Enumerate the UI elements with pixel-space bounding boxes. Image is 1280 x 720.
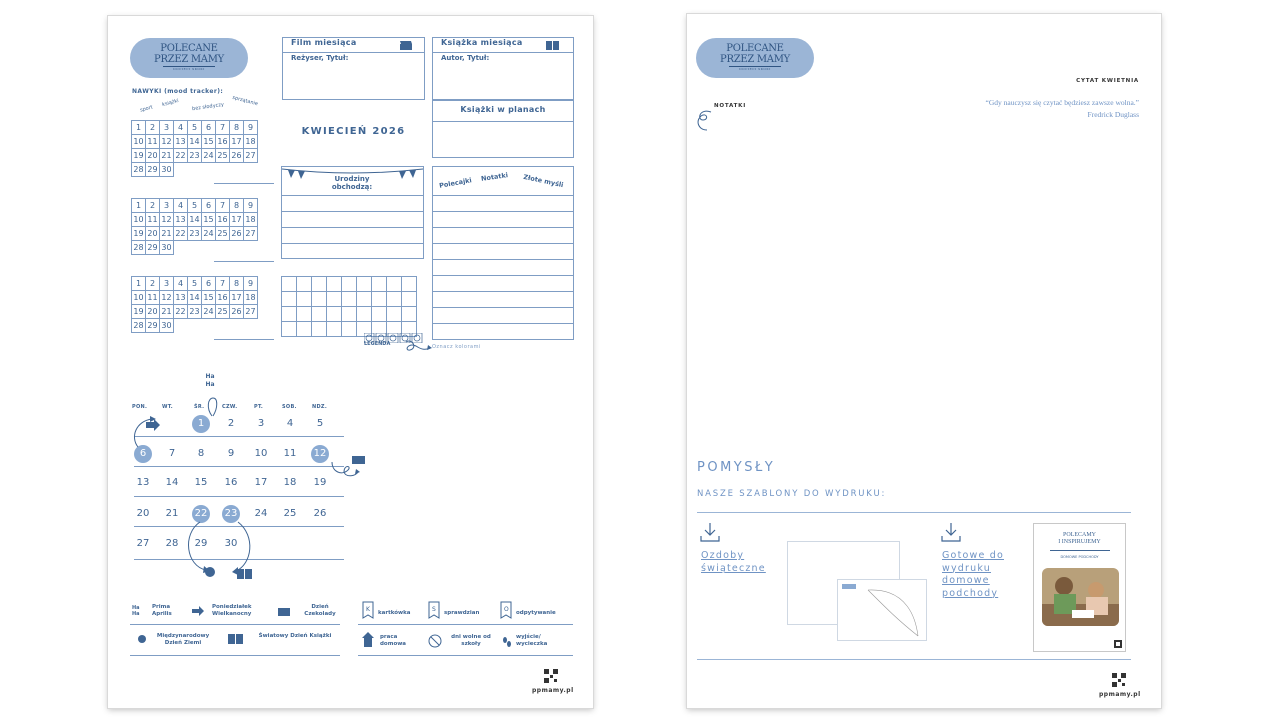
mood-cell[interactable] (402, 292, 417, 307)
calendar-day[interactable]: 12 (311, 445, 329, 463)
mood-cell[interactable] (282, 307, 297, 322)
habit-cell[interactable]: 8 (230, 277, 244, 291)
notes-box (432, 166, 574, 340)
calendar-day[interactable]: 2 (227, 418, 235, 429)
habit-cell[interactable]: 1 (132, 277, 146, 291)
habit-cell[interactable]: 7 (216, 121, 230, 135)
habit-cell[interactable]: 16 (216, 135, 230, 149)
calendar-day[interactable]: 5 (316, 418, 324, 429)
calendar-day[interactable]: 29 (194, 538, 208, 549)
habit-col-1: sport (139, 104, 154, 114)
month-title: KWIECIEŃ 2026 (301, 126, 406, 137)
link-hunt-line3[interactable]: domowe (942, 575, 990, 586)
book-sub: Autor, Tytuł: (441, 54, 490, 62)
school-homework: praca domowa (380, 634, 407, 647)
chocolate-legend-icon (278, 608, 290, 616)
logo2-line1: POLECANE (726, 43, 784, 54)
habit-cell[interactable]: 8 (230, 121, 244, 135)
event-earth-day: Międzynarodowy Dzień Ziemi (156, 633, 210, 646)
leaf-drawing (838, 580, 926, 640)
weekday-label: WT. (162, 404, 173, 410)
legend-haha: Ha Ha (132, 605, 140, 617)
event-easter-monday: Poniedziałek Wielkanocny (212, 604, 252, 617)
calendar-day[interactable]: 18 (283, 477, 297, 488)
svg-text:K: K (366, 606, 370, 613)
calendar-day[interactable]: 14 (165, 477, 179, 488)
mood-cell[interactable] (342, 307, 357, 322)
link-scavenger-hunt[interactable] (942, 550, 1004, 600)
habit-cell[interactable]: 2 (146, 199, 160, 213)
book-legend-icon (228, 634, 244, 644)
habit-col-4: sprzątanie (231, 94, 259, 108)
logo-line2: PRZEZ MAMY (154, 54, 224, 65)
mood-cell[interactable] (312, 322, 327, 337)
film-sub: Reżyser, Tytuł: (291, 54, 349, 62)
habit-cell[interactable]: 30 (160, 241, 174, 255)
calendar-day[interactable]: 8 (197, 448, 205, 459)
book-box (432, 37, 574, 100)
calendar-day[interactable]: 6 (134, 445, 152, 463)
weekday-label: SOB. (282, 404, 297, 410)
site-label: ppmamy.pl (532, 687, 574, 694)
habit-cell[interactable]: 6 (202, 121, 216, 135)
tab-zlote-mysli: Złote myśli (522, 172, 565, 190)
book-title: Książka miesiąca (433, 38, 573, 53)
earth-legend-icon (138, 635, 146, 643)
notes-loop-icon (695, 106, 715, 134)
habit-cell[interactable]: 6 (202, 277, 216, 291)
habit-cell[interactable]: 28 (132, 163, 146, 177)
calendar-day[interactable]: 3 (257, 418, 265, 429)
event-chocolate-day: Dzień Czekolady (304, 604, 336, 617)
calendar-day[interactable]: 9 (227, 448, 235, 459)
mood-cell[interactable] (282, 277, 297, 292)
habit-cell[interactable]: 14 (188, 213, 202, 227)
link-hunt-line4[interactable]: podchody (942, 587, 999, 599)
habit-cell[interactable]: 19 (132, 149, 146, 163)
habit-cell[interactable]: 29 (146, 163, 160, 177)
svg-text:O: O (504, 606, 509, 613)
legend-hint: Oznacz kolorami (432, 344, 481, 350)
tab-notatki: Notatki (480, 171, 509, 183)
event-book-day: Światowy Dzień Książki (258, 633, 332, 639)
pointing-hand-icon (146, 419, 160, 431)
mood-cell[interactable] (282, 322, 297, 337)
templates-title: NASZE SZABLONY DO WYDRUKU: (697, 489, 887, 499)
svg-text:S: S (432, 606, 436, 613)
birthdays-title: Urodziny obchodzą: (331, 175, 373, 191)
test-k-icon (362, 601, 374, 619)
habit-cell[interactable]: 24 (202, 305, 216, 319)
habit-cell[interactable]: 19 (132, 305, 146, 319)
habit-cell[interactable]: 25 (216, 305, 230, 319)
habit-cell[interactable]: 2 (146, 277, 160, 291)
habit-cell[interactable]: 13 (174, 291, 188, 305)
mood-cell[interactable] (342, 322, 357, 337)
cover-qr-icon (1114, 640, 1122, 648)
habit-cell[interactable]: 12 (160, 291, 174, 305)
habit-col-2: książki (161, 97, 180, 109)
habit-cell[interactable]: 25 (216, 227, 230, 241)
habit-cell[interactable]: 7 (216, 199, 230, 213)
haha-label: Ha Ha (205, 373, 215, 388)
habit-cell[interactable]: 24 (202, 227, 216, 241)
mood-cell[interactable] (357, 292, 372, 307)
mood-cell[interactable] (372, 292, 387, 307)
film-title: Film miesiąca (283, 38, 424, 53)
calendar-day[interactable]: 26 (313, 508, 327, 519)
habit-cell[interactable]: 27 (244, 227, 258, 241)
calendar-day[interactable]: 23 (222, 505, 240, 523)
quote-author: Fredrick Duglass (1087, 110, 1139, 119)
habit-cell[interactable]: 10 (132, 213, 146, 227)
habit-cell[interactable]: 26 (230, 305, 244, 319)
habit-cell[interactable]: 27 (244, 149, 258, 163)
birthdays-box (281, 166, 424, 259)
habit-cell[interactable]: 29 (146, 241, 160, 255)
habit-cell[interactable]: 17 (230, 291, 244, 305)
event-prima-aprilis: Prima Aprilis (152, 604, 172, 617)
planner-page-april (108, 16, 593, 708)
habit-cell[interactable]: 19 (132, 227, 146, 241)
habit-cell[interactable]: 12 (160, 213, 174, 227)
cover-line2: I INSPIRUJEMY (1058, 539, 1101, 545)
habit-cell[interactable]: 5 (188, 121, 202, 135)
habit-cell[interactable]: 6 (202, 199, 216, 213)
weekday-label: PT. (254, 404, 264, 410)
habit-cell[interactable]: 22 (174, 149, 188, 163)
habit-cell[interactable]: 30 (160, 319, 174, 333)
habit-cell[interactable]: 16 (216, 213, 230, 227)
habit-cell[interactable]: 11 (146, 291, 160, 305)
tab-polecajki: Polecajki (438, 176, 473, 190)
habit-cell[interactable]: 23 (188, 305, 202, 319)
calendar-day[interactable]: 15 (194, 477, 208, 488)
calendar-day[interactable]: 16 (224, 477, 238, 488)
calendar-day[interactable]: 1 (192, 415, 210, 433)
world-book-icon (237, 569, 253, 579)
link-hunt-line1[interactable]: Gotowe do (942, 550, 1004, 561)
mood-cell[interactable] (342, 292, 357, 307)
qr-code-icon (544, 669, 558, 683)
planned-books-title: Książki w planach (460, 105, 546, 114)
open-book-icon (546, 41, 560, 50)
mood-cell[interactable] (372, 307, 387, 322)
habit-cell[interactable]: 13 (174, 213, 188, 227)
quote-text: “Gdy nauczysz się czytać będziesz zawsze wolna.” (985, 98, 1139, 107)
ideas-title: POMYSŁY (697, 460, 776, 475)
quote-title: CYTAT KWIETNIA (1076, 78, 1139, 84)
cover-line1: POLECAMY (1062, 532, 1096, 538)
school-odpytywanie: odpytywanie (516, 610, 556, 616)
book-cover-thumb[interactable] (1033, 523, 1126, 652)
mood-cell[interactable] (297, 277, 312, 292)
school-days-off: dni wolne od szkoły (451, 634, 491, 647)
school-trip: wyjście/ wycieczka (516, 634, 548, 647)
earth-book-arrows (184, 516, 264, 576)
test-o-icon (500, 601, 512, 619)
calendar-day[interactable]: 11 (283, 448, 297, 459)
calendar-day[interactable]: 7 (168, 448, 176, 459)
habit-cell[interactable]: 21 (160, 227, 174, 241)
habit-cell[interactable]: 16 (216, 291, 230, 305)
habit-cell[interactable]: 18 (244, 291, 258, 305)
habit-cell[interactable]: 14 (188, 291, 202, 305)
calendar-day[interactable]: 19 (313, 477, 327, 488)
habit-cell[interactable]: 20 (146, 149, 160, 163)
habit-grid-3 (131, 276, 258, 333)
habit-cell[interactable]: 24 (202, 149, 216, 163)
logo-line1: POLECANE (160, 43, 218, 54)
calendar-day[interactable]: 28 (165, 538, 179, 549)
earth-icon (205, 567, 215, 577)
film-box (282, 37, 425, 100)
habit-cell[interactable]: 9 (244, 121, 258, 135)
habit-grid-2 (131, 198, 258, 255)
link-ornaments-line1[interactable]: Ozdoby (701, 550, 745, 561)
loop-arrow-icon (204, 388, 222, 418)
qr-code-icon-2 (1112, 673, 1126, 687)
hand-legend-icon (192, 606, 204, 616)
mood-cell[interactable] (327, 292, 342, 307)
habit-cell[interactable]: 17 (230, 135, 244, 149)
calendar-day[interactable]: 30 (224, 538, 238, 549)
mood-cell[interactable] (312, 277, 327, 292)
logo2-sub: DOCIECI SKOKI (739, 67, 771, 71)
habit-cell[interactable]: 23 (188, 227, 202, 241)
planned-books-box (432, 100, 574, 158)
notes-label: NOTATKI (714, 103, 747, 109)
mood-cell[interactable] (297, 307, 312, 322)
mood-cell[interactable] (387, 277, 402, 292)
habit-cell[interactable]: 17 (230, 213, 244, 227)
habit-cell[interactable]: 23 (188, 149, 202, 163)
habit-cell[interactable]: 28 (132, 319, 146, 333)
habit-cell[interactable]: 2 (146, 121, 160, 135)
cover-sub: DOMOWE PODCHODY (1060, 555, 1099, 559)
school-kartkowka: kartkówka (378, 610, 411, 616)
habit-cell[interactable]: 4 (174, 199, 188, 213)
habit-cell[interactable]: 8 (230, 199, 244, 213)
habit-cell[interactable]: 14 (188, 135, 202, 149)
habit-cell[interactable]: 7 (216, 277, 230, 291)
clapperboard-icon (400, 41, 412, 50)
habit-cell[interactable]: 15 (202, 135, 216, 149)
mood-cell[interactable] (387, 292, 402, 307)
chocolate-icon (352, 456, 366, 465)
logo2-line2: PRZEZ MAMY (720, 54, 790, 65)
test-s-icon (428, 601, 440, 619)
logo-sub: DOCIECI SKOKI (173, 67, 205, 71)
download-icon-2[interactable] (941, 522, 961, 542)
download-icon-1[interactable] (700, 522, 720, 542)
no-school-icon (428, 634, 442, 648)
habit-cell[interactable]: 22 (174, 227, 188, 241)
habit-cell[interactable]: 15 (202, 291, 216, 305)
habit-cell[interactable]: 11 (146, 135, 160, 149)
habit-cell[interactable]: 21 (160, 305, 174, 319)
mood-cell[interactable] (327, 322, 342, 337)
mood-cell[interactable] (357, 307, 372, 322)
mood-cell[interactable] (312, 307, 327, 322)
calendar-day[interactable]: 20 (136, 508, 150, 519)
calendar-day[interactable]: 21 (165, 508, 179, 519)
habit-grid-1 (131, 120, 258, 177)
habit-cell[interactable]: 10 (132, 291, 146, 305)
brand-logo (130, 38, 248, 78)
habit-cell[interactable]: 18 (244, 135, 258, 149)
weekday-label: NDZ. (312, 404, 328, 410)
habit-cell[interactable]: 4 (174, 121, 188, 135)
mood-cell[interactable] (327, 307, 342, 322)
habit-cell[interactable]: 26 (230, 227, 244, 241)
habit-cell[interactable]: 12 (160, 135, 174, 149)
habit-cell[interactable]: 20 (146, 305, 160, 319)
habit-cell[interactable]: 26 (230, 149, 244, 163)
calendar-day[interactable]: 24 (254, 508, 268, 519)
habit-cell[interactable]: 15 (202, 213, 216, 227)
legend-label: LEGENDA (364, 341, 391, 347)
return-arrow-icon (128, 411, 158, 451)
ornaments-thumb-front[interactable] (837, 579, 927, 641)
calendar-day[interactable]: 27 (136, 538, 150, 549)
curly-arrow-icon (404, 338, 434, 356)
school-sprawdzian: sprawdzian (444, 610, 480, 616)
footsteps-icon (502, 636, 512, 648)
habit-cell[interactable]: 28 (132, 241, 146, 255)
habit-cell[interactable]: 1 (132, 121, 146, 135)
mood-cell[interactable] (387, 307, 402, 322)
habit-cell[interactable]: 9 (244, 277, 258, 291)
link-ornaments-line2[interactable]: świąteczne (701, 562, 766, 574)
calendar-day[interactable]: 10 (254, 448, 268, 459)
link-hunt-line2[interactable]: wydruku (942, 562, 991, 574)
mood-cell[interactable] (282, 292, 297, 307)
weekday-label: ŚR. (194, 404, 205, 410)
mood-cell[interactable] (297, 292, 312, 307)
habit-cell[interactable]: 22 (174, 305, 188, 319)
mood-cell[interactable] (312, 292, 327, 307)
habit-cell[interactable]: 20 (146, 227, 160, 241)
calendar-day[interactable]: 13 (136, 477, 150, 488)
mood-cell[interactable] (327, 277, 342, 292)
habit-cell[interactable]: 25 (216, 149, 230, 163)
mood-cell[interactable] (402, 307, 417, 322)
mood-cell[interactable] (342, 277, 357, 292)
habit-cell[interactable]: 21 (160, 149, 174, 163)
weekday-label: PON. (132, 404, 148, 410)
habit-cell[interactable]: 3 (160, 199, 174, 213)
habit-cell[interactable]: 3 (160, 121, 174, 135)
habit-cell[interactable]: 30 (160, 163, 174, 177)
habit-cell[interactable]: 5 (188, 277, 202, 291)
mood-cell[interactable] (357, 277, 372, 292)
mood-cell[interactable] (297, 322, 312, 337)
habit-cell[interactable]: 10 (132, 135, 146, 149)
habit-cell[interactable]: 4 (174, 277, 188, 291)
mood-cell[interactable] (372, 277, 387, 292)
habit-col-3: bez słodyczy (191, 101, 225, 113)
cover-photo (1042, 568, 1119, 626)
habit-cell[interactable]: 1 (132, 199, 146, 213)
mood-cell[interactable] (402, 277, 417, 292)
calendar-day[interactable]: 17 (254, 477, 268, 488)
habit-cell[interactable]: 11 (146, 213, 160, 227)
calendar-day[interactable]: 22 (192, 505, 210, 523)
brand-logo-2 (696, 38, 814, 78)
habits-title: NAWYKI (mood tracker): (132, 88, 224, 95)
homework-house-icon (362, 632, 374, 648)
habit-cell[interactable]: 3 (160, 277, 174, 291)
calendar-day[interactable]: 4 (286, 418, 294, 429)
habit-cell[interactable]: 18 (244, 213, 258, 227)
habit-cell[interactable]: 27 (244, 305, 258, 319)
habit-cell[interactable]: 13 (174, 135, 188, 149)
habit-cell[interactable]: 29 (146, 319, 160, 333)
habit-cell[interactable]: 5 (188, 199, 202, 213)
habit-cell[interactable]: 9 (244, 199, 258, 213)
notes-page-april (687, 14, 1161, 708)
site-label-2: ppmamy.pl (1099, 691, 1141, 698)
calendar-day[interactable]: 25 (283, 508, 297, 519)
weekday-label: CZW. (222, 404, 238, 410)
link-ornaments[interactable] (701, 550, 766, 575)
